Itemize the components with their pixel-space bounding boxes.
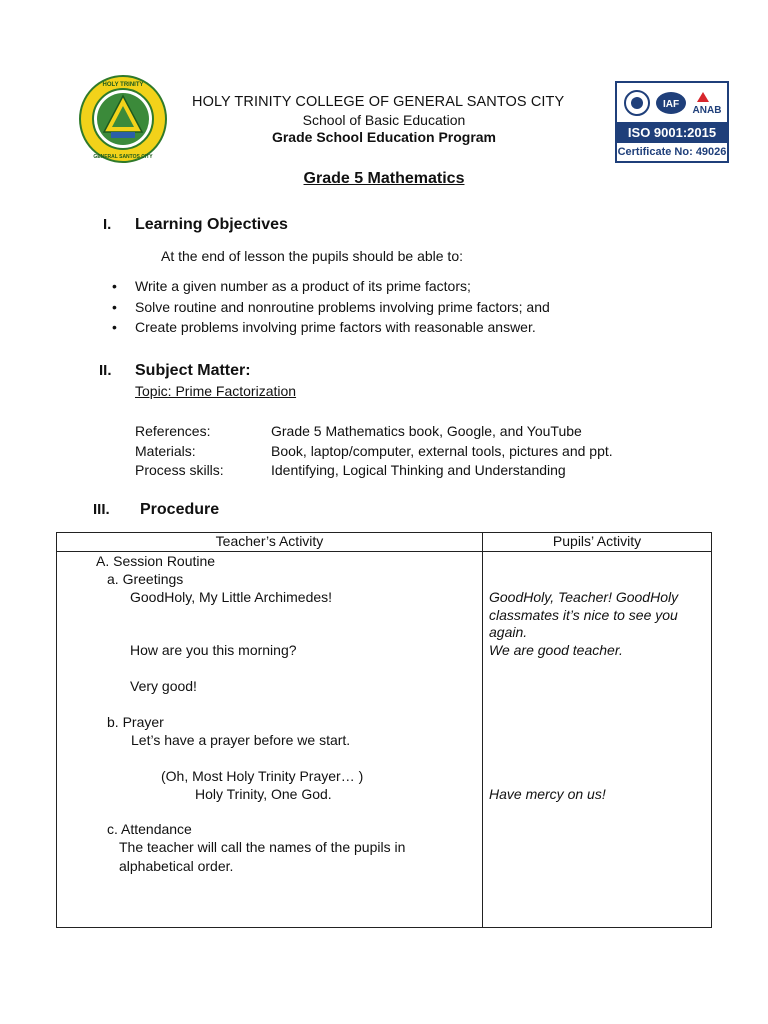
- pupils-activity-header: Pupils’ Activity: [483, 533, 712, 552]
- iso-certification-badge: [615, 81, 729, 163]
- iaf-logo-text: IAF: [662, 99, 680, 110]
- objectives-intro: At the end of lesson the pupils should be able to:: [161, 248, 463, 264]
- objective-item: Create problems involving prime factors with reasonable answer.: [135, 319, 536, 335]
- attendance-line: alphabetical order.: [119, 858, 234, 874]
- greeting-line: GoodHoly, My Little Archimedes!: [130, 589, 333, 605]
- pupil-greeting-reply: again.: [489, 624, 528, 640]
- bullet-icon: •: [112, 278, 117, 294]
- page-title: Grade 5 Mathematics: [303, 170, 465, 187]
- accreditation-icons: [621, 88, 723, 118]
- prayer-heading: b. Prayer: [107, 714, 164, 730]
- references-value: Grade 5 Mathematics book, Google, and YouTube: [271, 423, 582, 439]
- prayer-end-line: Holy Trinity, One God.: [195, 786, 332, 802]
- how-are-you-line: How are you this morning?: [130, 642, 297, 658]
- prayer-line: Let’s have a prayer before we start.: [131, 732, 351, 748]
- iso-standard: ISO 9001:2015: [617, 122, 727, 143]
- section-i-numeral: I.: [103, 216, 112, 233]
- session-routine-heading: A. Session Routine: [96, 553, 216, 569]
- pupil-prayer-reply: Have mercy on us!: [489, 786, 606, 802]
- pupils-activity-cell: [483, 552, 712, 928]
- procedure-table: [56, 532, 712, 928]
- materials-value: Book, laptop/computer, external tools, pictures and ppt.: [271, 443, 613, 459]
- iso-certificate-number: Certificate No: 49026: [617, 146, 727, 158]
- anab-logo-text: ANAB: [692, 105, 722, 116]
- section-ii-numeral: II.: [99, 362, 112, 379]
- attendance-heading: c. Attendance: [107, 821, 192, 837]
- bullet-icon: •: [112, 319, 117, 335]
- svg-text:GENERAL SANTOS CITY: GENERAL SANTOS CITY: [93, 154, 153, 160]
- pupil-greeting-reply: classmates it’s nice to see you: [489, 607, 678, 623]
- topic-label: Topic: Prime Factorization: [135, 383, 297, 399]
- attendance-line: The teacher will call the names of the pupils in: [119, 839, 406, 855]
- process-skills-value: Identifying, Logical Thinking and Understanding: [271, 462, 566, 478]
- bullet-icon: •: [112, 299, 117, 315]
- teacher-activity-header: Teacher’s Activity: [57, 533, 483, 552]
- department-name: School of Basic Education: [302, 112, 466, 128]
- very-good-line: Very good!: [130, 678, 197, 694]
- materials-label: Materials:: [135, 443, 196, 459]
- svg-text:HOLY TRINITY: HOLY TRINITY: [102, 82, 144, 88]
- pupil-greeting-reply: GoodHoly, Teacher! GoodHoly: [489, 589, 679, 605]
- program-name: Grade School Education Program: [271, 129, 497, 145]
- greetings-heading: a. Greetings: [107, 571, 184, 587]
- section-i-heading: Learning Objectives: [135, 216, 288, 233]
- process-skills-label: Process skills:: [135, 462, 224, 478]
- references-label: References:: [135, 423, 211, 439]
- section-ii-heading: Subject Matter:: [135, 362, 251, 379]
- school-name: HOLY TRINITY COLLEGE OF GENERAL SANTOS CITY: [192, 94, 565, 110]
- teacher-activity-cell: [57, 552, 483, 928]
- section-iii-heading: Procedure: [140, 501, 220, 518]
- section-iii-numeral: III.: [93, 501, 110, 518]
- objective-item: Solve routine and nonroutine problems involving prime factors; and: [135, 299, 550, 315]
- pupil-how-reply: We are good teacher.: [489, 642, 623, 658]
- prayer-title: (Oh, Most Holy Trinity Prayer… ): [161, 768, 364, 784]
- objective-item: Write a given number as a product of its prime factors;: [135, 278, 471, 294]
